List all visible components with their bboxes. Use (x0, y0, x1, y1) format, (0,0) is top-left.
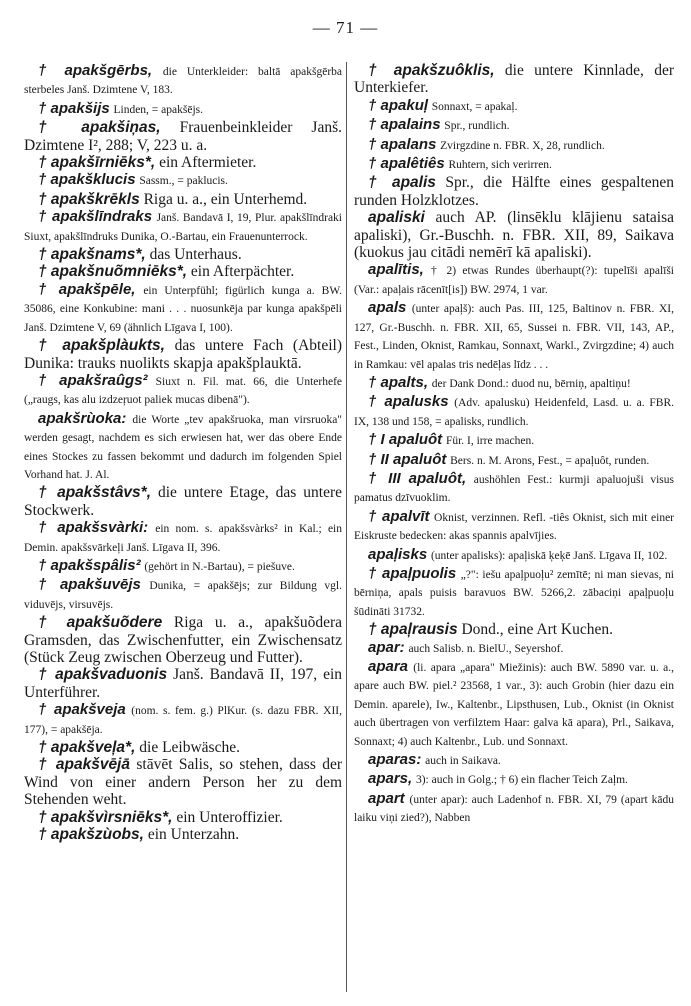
dictionary-entry (24, 119, 342, 154)
entry-headword: † apakšuvējs (38, 576, 141, 594)
entry-text: ein Aftermieter. (159, 154, 257, 172)
entry-headword: † apakšnuõmniēks*, (38, 263, 188, 281)
dictionary-entry (354, 155, 674, 174)
entry-headword: † apakšzùobs, (38, 826, 144, 844)
entry-headword: † apakšveja (38, 701, 126, 719)
dictionary-entry (354, 546, 674, 565)
dictionary-entry (354, 639, 674, 658)
entry-headword: apars, (368, 770, 413, 788)
dictionary-entry (24, 100, 342, 119)
entry-headword: † apakšuõdere (38, 614, 163, 632)
entry-headword: † apakšnams*, (38, 246, 146, 264)
dictionary-entry (354, 751, 674, 770)
entry-text: Zvirgzdine n. FBR. X, 28, rundlich. (440, 139, 605, 152)
entry-text: die untere Kinnlade, der Unterkiefer. (354, 62, 674, 97)
dictionary-entry (354, 565, 674, 621)
entry-text: das Unterhaus. (149, 246, 242, 264)
dictionary-entry (354, 374, 674, 393)
entry-headword: † apalvīt (368, 507, 430, 525)
entry-text: 3): auch in Golg.; † 6) ein flacher Teich Zaļm. (415, 774, 628, 787)
dictionary-entry (24, 809, 342, 826)
entry-headword: † apakškrēkls (38, 190, 140, 208)
dictionary-entry (24, 246, 342, 263)
dictionary-entry (24, 191, 342, 208)
entry-text: Dunika, = apakšējs; zur Bildung vgl. viduvējs, virsuvējs. (24, 580, 342, 611)
entry-headword: apar: (368, 638, 405, 656)
entry-text: Janš. Bandavā II, 197, ein Unterführer. (24, 666, 342, 701)
entry-text: die untere Etage, das untere Stockwerk. (24, 484, 342, 519)
entry-headword: † apalts, (368, 373, 429, 391)
dictionary-entry (24, 337, 342, 372)
entry-headword: † apakšzuôklis, (368, 62, 495, 79)
entry-headword: † apakšstâvs*, (38, 484, 152, 502)
entry-headword: † apalans (368, 135, 437, 153)
entry-headword: † apaļpuolis (368, 564, 457, 582)
left-column (24, 62, 342, 843)
entry-text: (gehört in N.-Bartau), = piešuve. (144, 560, 295, 573)
entry-headword: apart (368, 789, 405, 807)
dictionary-entry (354, 508, 674, 546)
entry-headword: † apakšiņas, (38, 119, 161, 137)
entry-text: auch AP. (linsēklu klājienu sataisa apaliski), Gr.-Buschh. n. FBR. XII, 89, Saikava (kuokus jau citādi nemērī kā apaliski). (354, 209, 674, 262)
dictionary-entry (24, 263, 342, 280)
entry-text: (Adv. apalusku) Heidenfeld, Lasd. u. a. FBR. IX, 138 und 158, = apalisks, rundlich. (354, 397, 674, 428)
entry-headword: † apakšlīndraks (38, 208, 153, 226)
entry-text: auch Salisb. n. BielU., Seyershof. (408, 642, 564, 655)
dictionary-entry (24, 62, 342, 100)
entry-text: (li. apara „apara" Miežinis): auch BW. 5890 var. u. a., apare auch BW. piel.² 23568, 1 var., 3): auch Grobin (hier dazu ein Demin. aparele), Iw., Kaltenbr., Lipsthusen, Lub., Oknist (in Oknist auch übertragen von verfilztem Haar: galva kā apara), Prl., Saikava, Sonnaxt; 4) auch Kaltenbr., Lub. und Sonnaxt. (354, 662, 674, 748)
entry-headword: † apakšpēle, (38, 280, 136, 298)
entry-text: Sonnaxt, = apakaļ. (431, 100, 518, 113)
dictionary-entry (354, 136, 674, 155)
dictionary-entry (24, 281, 342, 337)
entry-text: das untere Fach (Abteil) Dunika: trauks nuolikts skapja apakšplauktā. (24, 337, 342, 372)
entry-text: Sassm., = paklucis. (139, 175, 228, 188)
entry-text: Oknist, verzinnen. Refl. -tiês Oknist, sich mit einer Eiskruste bedecken: akas spannis apalvījies. (354, 511, 674, 543)
dictionary-entry (24, 372, 342, 410)
dictionary-entry (354, 790, 674, 828)
entry-text: (nom. s. fem. g.) PlKur. (s. dazu FBR. XII, 177), = apakšēja. (24, 705, 342, 736)
dictionary-entry (354, 393, 674, 431)
dictionary-entry (24, 756, 342, 808)
dictionary-entry (354, 470, 674, 508)
entry-headword: apara (368, 658, 409, 675)
entry-headword: † III apaluôt, (368, 469, 467, 487)
entry-headword: † apakšklucis (38, 171, 136, 189)
dictionary-entry (24, 484, 342, 519)
entry-text: die Unterkleider: baltā apakšgērba sterbeles Janš. Dzimtene V, 183. (24, 66, 342, 97)
entry-headword: † apalains (368, 116, 441, 134)
dictionary-entry (354, 97, 674, 116)
dictionary-entry (24, 576, 342, 614)
entry-text: auch in Saikava. (425, 755, 501, 768)
entry-headword: † apakšvējā (38, 756, 130, 774)
entry-text: stāvēt Salis, so stehen, dass der Wind von einer andern Person her zu dem Stehenden weht. (24, 756, 342, 809)
entry-headword: † apakšveļa*, (38, 739, 136, 757)
entry-text: Siuxt n. Fil. mat. 66, die Unterhefe („raugs, kas alu izdzeŗuot paliek mucas dibenā"). (24, 375, 342, 407)
entry-text: Spr., rundlich. (444, 120, 510, 133)
entry-headword: aparas: (368, 751, 422, 769)
dictionary-entry (24, 410, 342, 485)
entry-text: Janš. Bandavā I, 19, Plur. apakšlīndraki Siuxt, apakšlīndruks Dunika, O.-Bartau, ein Frauenunterrock. (24, 212, 342, 243)
dictionary-entry (354, 658, 674, 751)
entry-text: (unter apaļš): auch Pas. III, 125, Baltinov n. FBR. XI, 127, Gr.-Buschh. n. FBR. XII, 65, Sussei n. FBR. VII, 143, AP., Fest., Linden, Oknist, Ramkau, Sonnaxt, Warkl., Zvirgzdine; 4) auch in Ramkau: vēl apalas tris nedēļas līdz . . . (354, 303, 674, 371)
entry-headword: apaliski (368, 209, 425, 227)
entry-headword: † apalêtiês (368, 155, 445, 173)
entry-headword: † I apaluôt (368, 431, 443, 449)
entry-headword: † apalis (368, 174, 436, 192)
entry-text: Riga u. a., ein Unterhemd. (143, 190, 308, 208)
dictionary-entry (24, 826, 342, 843)
dictionary-entry (24, 739, 342, 756)
dictionary-entry (354, 209, 674, 261)
entry-text: die Worte „tev apakšruoka, man virsruoka" werden gesagt, nachdem es sich erwiesen hat, wer das obere Ende eines Stockes zu fassen bekommt und dadurch im folgenden Spiel Vorhand hat. J. Al. (24, 413, 342, 481)
entry-headword: apaļisks (368, 545, 428, 563)
entry-text: ein Afterpächter. (190, 263, 295, 281)
column-divider (346, 62, 347, 992)
entry-headword: † apakšplàukts, (38, 337, 165, 355)
entry-text: Für. I, irre machen. (445, 435, 535, 448)
entry-text: (unter apar): auch Ladenhof n. FBR. XI, 79 (apart kādu laiku viņi zied?), Nabben (354, 793, 674, 825)
entry-text: die Leibwäsche. (139, 739, 240, 757)
entry-text: der Dank Dond.: duod nu, bērniņ, apaltiņu! (431, 377, 631, 390)
entry-text: ein Unterpfühl; figürlich kunga a. BW. 35086, eine Konkubine: mani . . . nuosunkēja par kunga apakšpēli Janš. Dzimtene V, 69 (ähnlich Līgava I, 100). (24, 284, 342, 334)
dictionary-entry (354, 431, 674, 450)
entry-text: ein Unterzahn. (147, 826, 240, 844)
dictionary-entry (24, 614, 342, 666)
entry-text: Bers. n. M. Arons, Fest., = apaļuôt, runden. (450, 454, 650, 467)
entry-headword: † apakšīrniēks*, (38, 154, 156, 172)
dictionary-entry (24, 701, 342, 739)
entry-text: aushöhlen Fest.: kurmji apaluojuši visus pamatus dzīvuoklim. (354, 473, 674, 505)
entry-headword: † apakuļ (368, 96, 429, 114)
entry-text: † 2) etwas Rundes überhaupt(?): tupelīši apalīši (Var.: apaļais rācenīt[is]) BW. 2974, 1 var. (354, 265, 674, 296)
entry-headword: † apakšvaduonis (38, 666, 168, 684)
dictionary-entry (24, 666, 342, 701)
dictionary-entry (24, 208, 342, 246)
entry-headword: † apakšsvàrki: (38, 519, 149, 537)
entry-text: ein nom. s. apakšsvàrks² in Kal.; ein Demin. apakšsvārkeļi Janš. Līgava II, 396. (24, 523, 342, 554)
entry-headword: apakšrùoka: (38, 409, 127, 427)
page-number: — 71 — (312, 18, 379, 37)
dictionary-entry (354, 62, 674, 97)
dictionary-entry (24, 519, 342, 557)
entry-text: Ruhtern, sich verirren. (448, 159, 552, 172)
dictionary-entry (354, 770, 674, 789)
entry-text: Frauenbeinkleider Janš. Dzimtene I², 288; V, 223 u. a. (24, 119, 342, 154)
dictionary-entry (354, 299, 674, 374)
dictionary-entry (354, 451, 674, 470)
entry-headword: apals (368, 299, 407, 317)
entry-headword: † apakšraûgs² (38, 371, 148, 389)
entry-text: (unter apalisks): apaļiskā ķeķē Janš. Līgava II, 102. (430, 549, 668, 562)
entry-headword: † II apaluôt (368, 450, 447, 468)
entry-text: Dond., eine Art Kuchen. (461, 621, 614, 639)
entry-headword: † apakšvìrsniēks*, (38, 808, 173, 826)
entry-text: Riga u. a., apakšuõdera Gramsden, das Zwischenfutter, ein Zwischensatz (Stück Zeug zwischen Oberzeug und Futter). (24, 614, 342, 666)
entry-headword: † apakšgērbs, (38, 62, 153, 79)
entry-headword: † apakšijs (38, 99, 110, 117)
entry-text: ein Unteroffizier. (176, 808, 283, 826)
entry-headword: † apalusks (368, 393, 449, 411)
entry-headword: apalītis, (368, 261, 424, 279)
entry-text: „?": iešu apaļpuoļu² zemītē; ni man sievas, ni bērniņa, apals puisis baravuos BW. 5266,2. zābaciņi apaļpuoļu šūdināti 31732. (354, 568, 674, 618)
right-column (354, 62, 674, 828)
dictionary-entry (354, 261, 674, 299)
entry-headword: † apakšspâlis² (38, 556, 141, 574)
dictionary-entry (24, 557, 342, 576)
entry-text: Linden, = apakšējs. (113, 103, 203, 116)
dictionary-entry (354, 116, 674, 135)
dictionary-entry (24, 154, 342, 171)
dictionary-entry (354, 621, 674, 638)
dictionary-entry (24, 171, 342, 190)
dictionary-entry (354, 174, 674, 209)
entry-headword: † apaļrausis (368, 621, 458, 639)
entry-text: Spr., die Hälfte eines gespaltenen runden Holzklotzes. (354, 174, 674, 209)
